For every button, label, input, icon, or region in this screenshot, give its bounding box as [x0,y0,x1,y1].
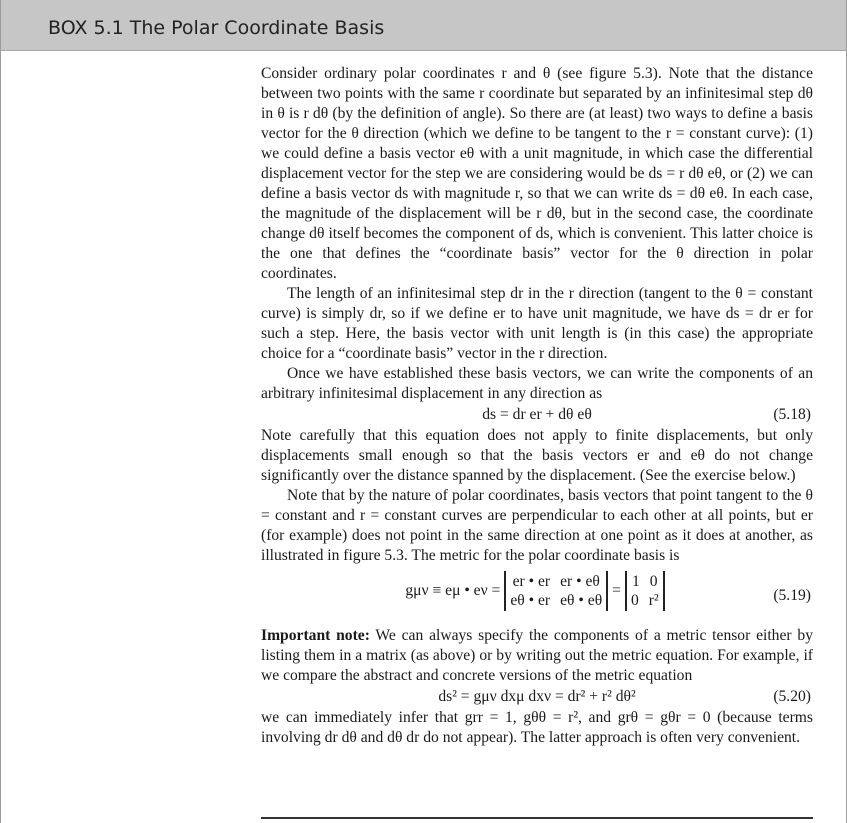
important-note-label: Important note: [261,627,370,644]
equation-5-20-number: (5.20) [773,688,811,705]
matrix-cell: 0 [630,592,639,609]
metric-matrix-symbolic [504,571,608,611]
equation-5-18-expression: ds = dr er + dθ eθ [482,406,592,423]
equation-5-18-number: (5.18) [773,406,811,423]
box-content [261,64,813,748]
paragraph-6: we can immediately infer that grr = 1, gθθ = r², and grθ = gθr = 0 (because terms involving dr dθ and dθ dr do not appear). The latter approach is often very convenient. [261,709,813,746]
important-note [261,626,813,686]
equation-5-20 [261,686,813,708]
matrix-cell: r² [648,592,659,609]
matrix-cell: er • er [512,573,551,590]
matrix-cell: 1 [632,573,640,590]
paragraph-5: Note that by the nature of polar coordinates, basis vectors that point tangent to the θ = constant and r = constant curves are perpendicular to each other at all points, but er (for example) does not point in the same direction at one point as it does at another, as illustrated in figure 5.3. The metric for the polar coordinate basis is [261,487,813,564]
paragraph-4: Note carefully that this equation does not apply to finite displacements, but only displacements small enough so that the basis vectors er and eθ do not change significantly over the distance spanned by the displacement. (See the exercise below.) [261,427,813,484]
paragraph-1: Consider ordinary polar coordinates r and θ (see figure 5.3). Note that the distance between two points with the same r coordinate but separated by an infinitesimal step dθ in θ is r dθ (by the definition of angle). So there are (at least) two ways to define a basis vector for the θ direction (which we define to be tangent to the r = constant curve): (1) we could define a basis vector eθ with a unit magnitude, in which case the differential displacement vector for the step we are considering would be ds = r dθ eθ, or (2) we can define a basis vector ds with magnitude r, so that we can write ds = dθ eθ. In each case, the magnitude of the displacement will be r dθ, but in the second case, the coordinate change dθ itself becomes the component of ds, which is convenient. This latter choice is the one that defines the “coordinate basis” vector for the θ direction in polar coordinates. [261,65,813,282]
matrix-cell: eθ • eθ [560,592,603,609]
bottom-rule [261,817,813,819]
important-note-text: We can always specify the components of a metric tensor either by listing them in a matrix (as above) or by writing out the metric equation. For example, if we compare the abstract and concrete versions of the metric equation [261,627,813,684]
paragraph-3: Once we have established these basis vectors, we can write the components of an arbitrary infinitesimal displacement in any direction as [261,365,813,402]
equation-5-19-lhs: gμν ≡ eμ • eν = [405,582,501,599]
matrix-cell: 0 [649,573,658,590]
matrix-cell: eθ • er [510,592,551,609]
matrix-cell: er • eθ [560,573,600,590]
equation-5-18 [261,404,813,426]
box-title: BOX 5.1 The Polar Coordinate Basis [48,17,385,39]
equation-5-19-number: (5.19) [773,587,811,604]
equation-5-19 [261,566,813,626]
box-header [1,0,846,51]
paragraph-2: The length of an infinitesimal step dr in the r direction (tangent to the θ = constant curve) is simply dr, so if we define er to have unit magnitude, we have ds = dr er for such a step. Here, the basis vector with unit length is (in this case) the appropriate choice for a “coordinate basis” vector in the r direction. [261,285,813,362]
metric-matrix-values [625,571,665,611]
equation-5-19-equals: = [612,582,621,599]
equation-5-20-expression: ds² = gμν dxμ dxν = dr² + r² dθ² [438,688,636,705]
